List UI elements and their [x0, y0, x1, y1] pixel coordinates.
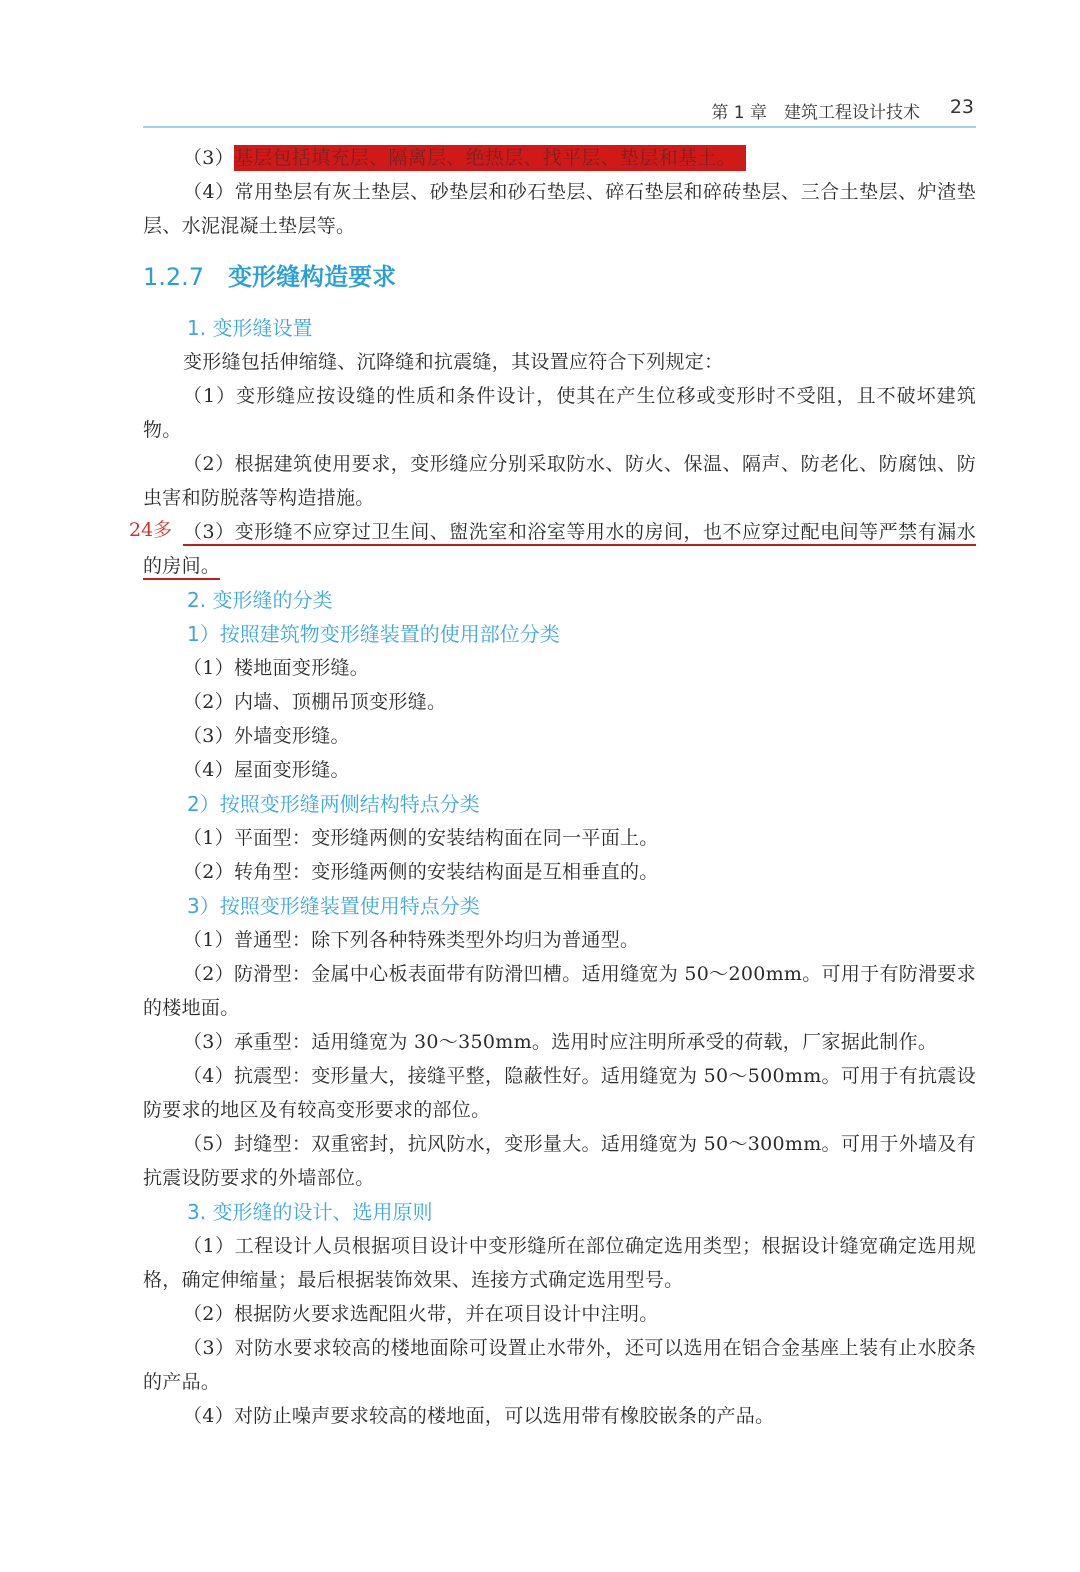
red-highlight: 基层包括填充层、隔离层、绝热层、找平层、垫层和基土。 [234, 145, 746, 171]
subsection-heading-1: 1. 变形缝设置 [187, 316, 313, 340]
page-content [129, 141, 976, 1433]
running-header [143, 96, 976, 128]
list-item: （2）转角型：变形缝两侧的安装结构面是互相垂直的。 [183, 861, 659, 883]
list-item: （1）变形缝应按设缝的性质和条件设计，使其在产生位移或变形时不受阻，且不破坏建筑物。 [143, 385, 976, 441]
list-item: （1）楼地面变形缝。 [183, 657, 370, 679]
subsection-heading-2: 2. 变形缝的分类 [187, 588, 333, 612]
list-item: （2）根据建筑使用要求，变形缝应分别采取防水、防火、保温、隔声、防老化、防腐蚀、防虫害和防脱落等构造措施。 [143, 453, 976, 509]
list-item [143, 515, 976, 583]
chapter-title: 第 1 章 建筑工程设计技术 [711, 103, 920, 123]
group-heading-1: 1）按照建筑物变形缝装置的使用部位分类 [187, 622, 560, 646]
list-item: （1）工程设计人员根据项目设计中变形缝所在部位确定选用类型；根据设计缝宽确定选用规格，确定伸缩量；最后根据装饰效果、连接方式确定选用型号。 [143, 1235, 976, 1291]
group-heading-2: 2）按照变形缝两侧结构特点分类 [187, 792, 480, 816]
list-item: （3）外墙变形缝。 [183, 725, 350, 747]
list-item: （4）屋面变形缝。 [183, 759, 350, 781]
section-number: 1.2.7 [143, 263, 205, 291]
annotated-item [129, 515, 976, 583]
section-heading [143, 260, 976, 294]
intro-item-3 [143, 141, 976, 175]
list-item: （3）承重型：适用缝宽为 30～350mm。选用时应注明所承受的荷载，厂家据此制作。 [183, 1031, 938, 1053]
list-item: （4）抗震型：变形量大，接缝平整，隐蔽性好。适用缝宽为 50～500mm。可用于有抗震设防要求的地区及有较高变形要求的部位。 [143, 1065, 976, 1121]
paragraph: 变形缝包括伸缩缝、沉降缝和抗震缝，其设置应符合下列规定： [183, 351, 724, 373]
red-underline: （3）变形缝不应穿过卫生间、盥洗室和浴室等用水的房间，也不应穿过配电间等严禁有漏水的房间。 [143, 521, 976, 580]
list-item: （2）防滑型：金属中心板表面带有防滑凹槽。适用缝宽为 50～200mm。可用于有防滑要求的楼地面。 [143, 963, 976, 1019]
page-number: 23 [949, 96, 974, 118]
list-item: （3）对防水要求较高的楼地面除可设置止水带外，还可以选用在铝合金基座上装有止水胶条的产品。 [143, 1337, 976, 1393]
list-item: （2）内墙、顶棚吊顶变形缝。 [183, 691, 447, 713]
subsection-heading-3: 3. 变形缝的设计、选用原则 [187, 1200, 433, 1224]
list-item: （4）对防止噪声要求较高的楼地面，可以选用带有橡胶嵌条的产品。 [183, 1405, 775, 1427]
group-heading-3: 3）按照变形缝装置使用特点分类 [187, 894, 480, 918]
list-item: （1）平面型：变形缝两侧的安装结构面在同一平面上。 [183, 827, 659, 849]
list-item: （5）封缝型：双重密封，抗风防水，变形量大。适用缝宽为 50～300mm。可用于外墙及有抗震设防要求的外墙部位。 [143, 1133, 976, 1189]
section-title: 变形缝构造要求 [228, 263, 397, 291]
intro-item-4: （4）常用垫层有灰土垫层、砂垫层和砂石垫层、碎石垫层和碎砖垫层、三合土垫层、炉渣垫层、水泥混凝土垫层等。 [143, 181, 976, 237]
list-item: （2）根据防火要求选配阻火带，并在项目设计中注明。 [183, 1303, 659, 1325]
list-item: （1）普通型：除下列各种特殊类型外均归为普通型。 [183, 929, 640, 951]
intro-item-3-prefix: （3） [183, 147, 234, 169]
handwritten-note: 24多 [129, 519, 173, 541]
